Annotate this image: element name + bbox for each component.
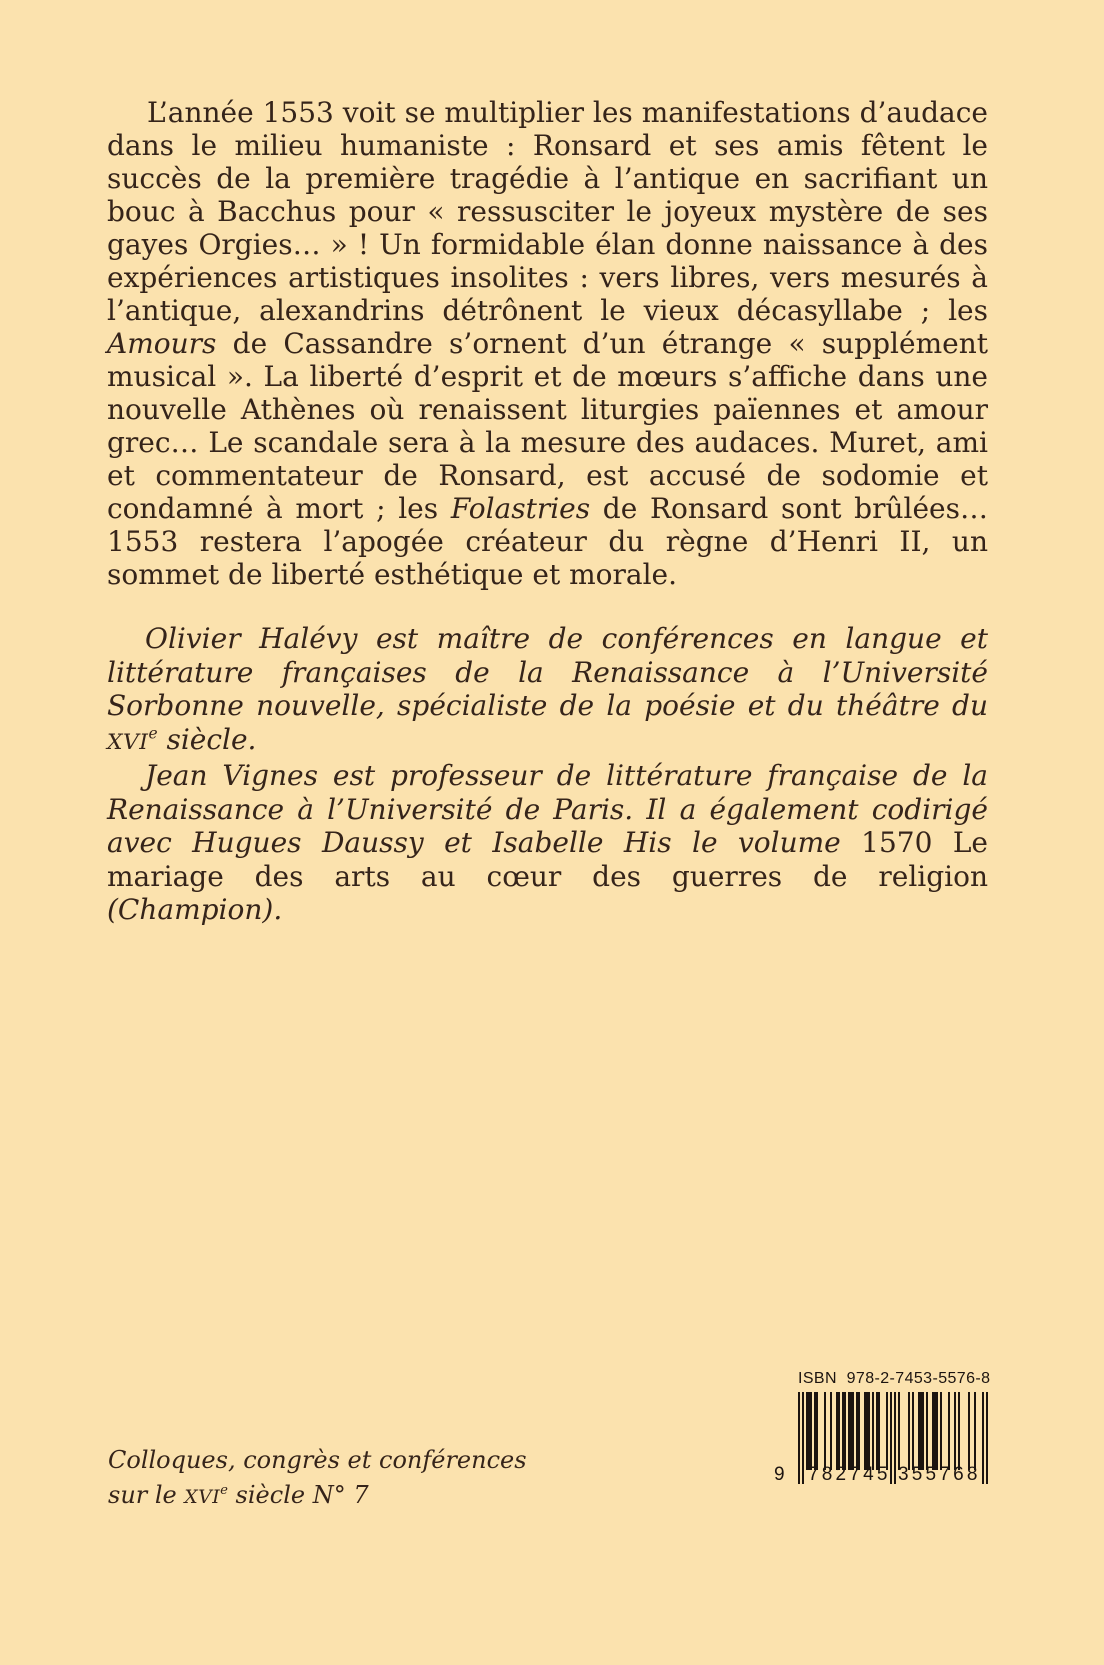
author-bios <box>107 622 988 927</box>
blurb-paragraph <box>107 96 988 591</box>
author-bio-vignes <box>107 759 988 927</box>
series-line-2 <box>108 1478 527 1515</box>
blurb-text: L’année 1553 voit se multiplier les manifestations d’audace dans le milieu humaniste : Ronsard et ses amis fêtent le succès de la première tragédie à l’antique en sacrifiant un bouc à Bacchus pour « ressusciter le joyeux mystère de ses gayes Orgies… » ! Un formidable élan donne naissance à des expériences artistiques insolites : vers libres, vers mesurés à l’antique, alexandrins détrônent le vieux décasyllabe ; les <box>107 96 988 327</box>
barcode-digits-group1: 782745 <box>808 1464 891 1485</box>
barcode-digit-lead: 9 <box>774 1464 785 1485</box>
volume-title: 1570 Le mariage des arts au cœur des guerres de religion <box>107 826 988 893</box>
isbn-barcode-block <box>774 1370 1004 1495</box>
series-text: sur le <box>108 1481 185 1509</box>
author-bio-halevy <box>107 622 988 759</box>
century-small-caps: XVI <box>184 1487 221 1508</box>
bio-text: Olivier Halévy est maître de conférences en langue et littérature françaises de la Renaissance à l’Université Sorbonne nouvelle, spécialiste de la poésie et du théâtre du <box>107 622 988 722</box>
blurb-text: de Ronsard sont brûlées… 1553 restera l’apogée créateur du règne d’Henri II, un sommet de liberté esthétique et morale. <box>107 492 988 591</box>
century-ordinal: e <box>148 724 158 743</box>
century-small-caps: XVI <box>107 729 149 755</box>
isbn-text: ISBN 978-2-7453-5576-8 <box>798 1370 991 1387</box>
barcode-digits-group2: 355768 <box>898 1464 981 1485</box>
blurb-text: de Cassandre s’ornent d’un étrange « supplément musical ». La liberté d’esprit et de mœurs s’affiche dans une nouvelle Athènes où renaissent liturgies païennes et amour grec… Le scandale sera à la mesure des audaces. Muret, ami et commentateur de Ronsard, est accusé de sodomie et condamné à mort ; les <box>107 327 988 525</box>
bio-text: Jean Vignes est professeur de littérature française de la Renaissance à l’Université de Paris. Il a également codirigé avec Hugues Daussy et Isabelle His le volume <box>107 759 988 859</box>
bio-text: (Champion). <box>107 893 283 926</box>
series-line-1: Colloques, congrès et conférences <box>108 1446 527 1474</box>
series-text: siècle N° 7 <box>227 1481 369 1509</box>
series-label <box>108 1443 527 1515</box>
amours-title: Amours <box>107 327 217 360</box>
folastries-title: Folastries <box>450 492 591 525</box>
bio-text: siècle. <box>157 722 257 756</box>
century-ordinal: e <box>220 1483 228 1498</box>
back-cover-blurb <box>107 96 988 591</box>
